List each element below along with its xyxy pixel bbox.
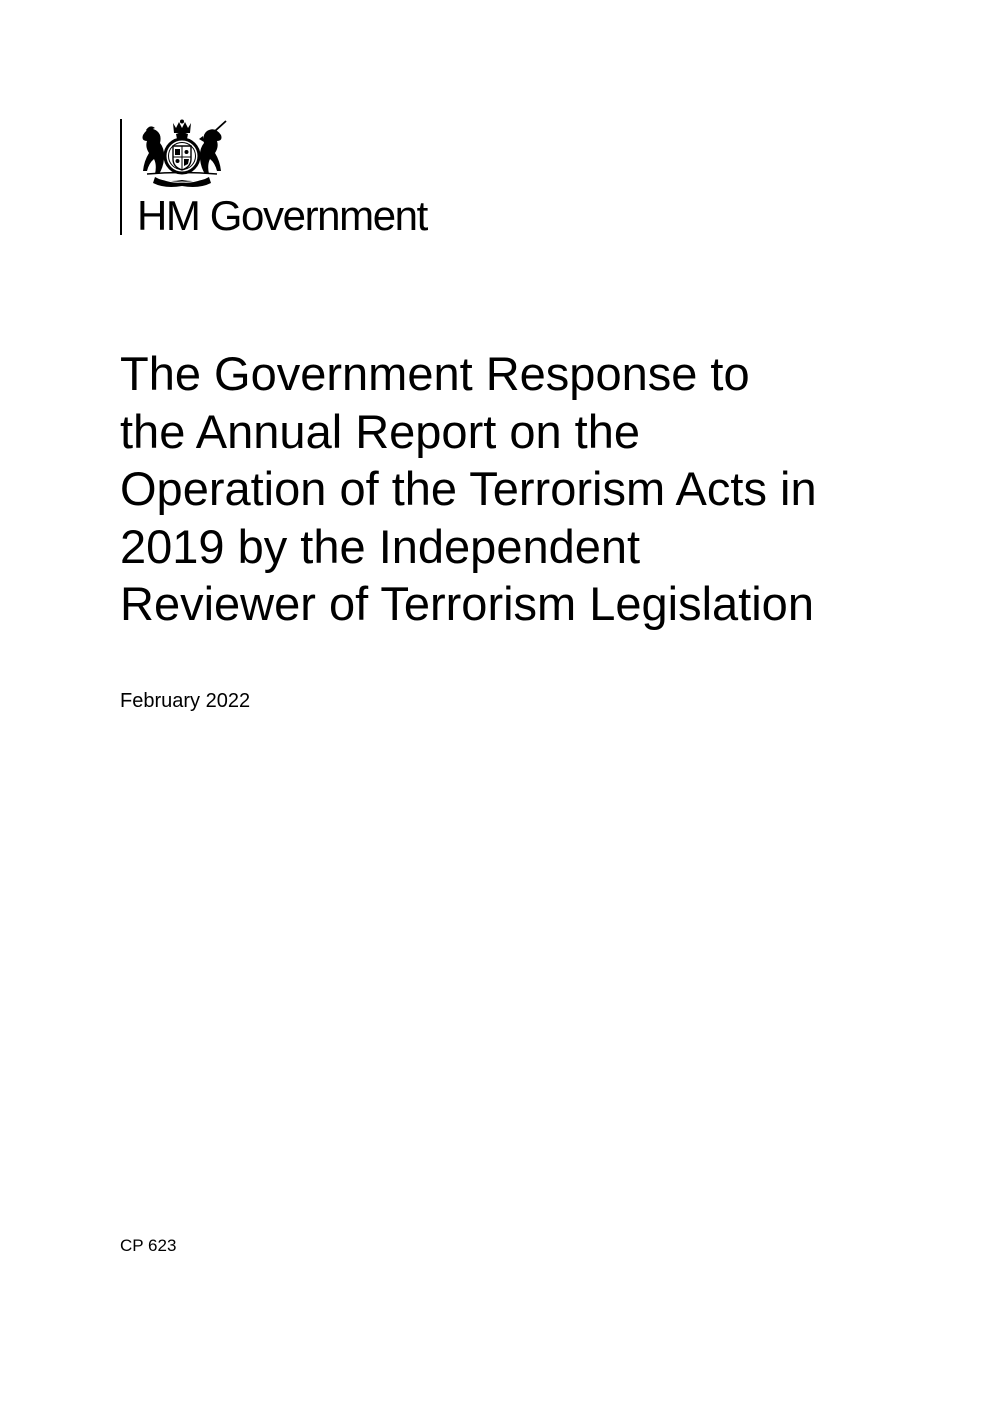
logo-divider [120,119,122,235]
publication-date: February 2022 [120,690,251,712]
command-paper-number: CP 623 [120,1236,177,1255]
document-title [120,345,940,633]
organisation-name: HM Government [137,192,427,239]
title-line: Operation of the Terrorism Acts in [120,462,817,515]
hm-government-logo [120,119,480,237]
title-line: Reviewer of Terrorism Legislation [120,577,814,630]
title-line: 2019 by the Independent [120,519,641,573]
title-line: The Government Response to [120,347,750,400]
title-line: the Annual Report on the [120,404,641,458]
royal-coat-of-arms-icon [135,119,229,189]
